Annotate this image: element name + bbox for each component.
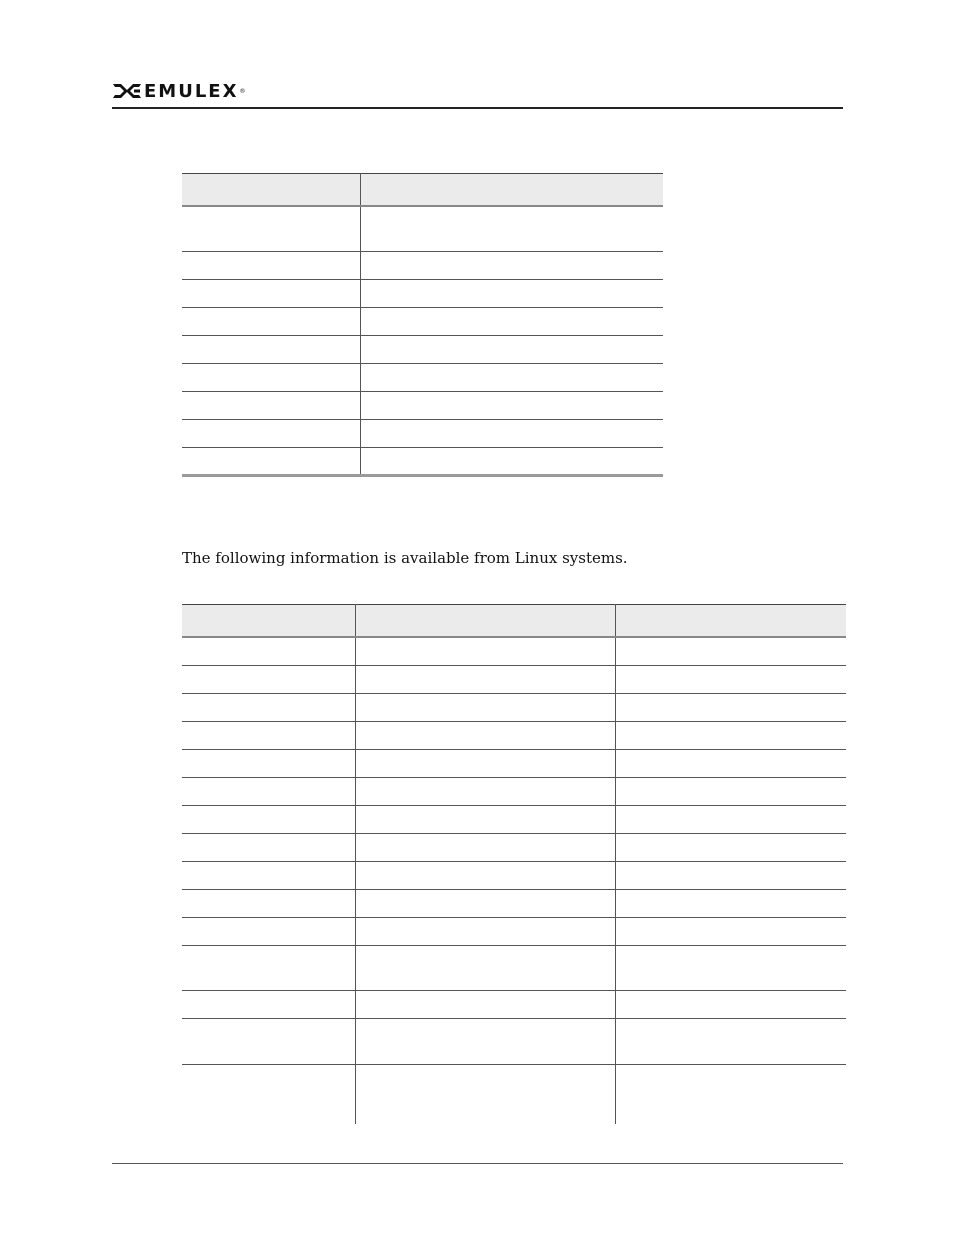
table-cell <box>182 805 355 833</box>
table-cell <box>182 889 355 917</box>
table-row <box>182 945 846 990</box>
table-cell <box>615 861 846 889</box>
table-cell <box>182 693 355 721</box>
table-cell <box>355 945 615 990</box>
table-cell <box>182 749 355 777</box>
table-cell <box>182 1064 355 1124</box>
table-cell <box>360 335 663 363</box>
table-row <box>182 206 663 251</box>
table-cell <box>182 833 355 861</box>
table-cell <box>182 419 360 447</box>
logo-trademark: ® <box>239 87 246 95</box>
table-cell <box>182 1018 355 1064</box>
table-row <box>182 1064 846 1124</box>
body-paragraph: The following information is available from Linux systems. <box>182 549 628 567</box>
table-cell <box>360 307 663 335</box>
table-cell <box>355 665 615 693</box>
table-cell <box>355 990 615 1018</box>
table-cell <box>615 777 846 805</box>
table-cell <box>182 279 360 307</box>
table-cell <box>355 861 615 889</box>
table-2-header-cell <box>615 605 846 638</box>
table-row <box>182 391 663 419</box>
table-1-header-cell <box>182 174 360 207</box>
table-cell <box>355 1018 615 1064</box>
table-cell <box>615 833 846 861</box>
table-cell <box>182 861 355 889</box>
table-row <box>182 419 663 447</box>
table-cell <box>355 749 615 777</box>
table-2-header-row <box>182 605 846 638</box>
table-cell <box>182 251 360 279</box>
table-cell <box>182 363 360 391</box>
table-row <box>182 307 663 335</box>
table-cell <box>182 665 355 693</box>
table-cell <box>182 637 355 665</box>
table-cell <box>360 251 663 279</box>
table-row <box>182 693 846 721</box>
table-cell <box>360 447 663 475</box>
table-row <box>182 665 846 693</box>
table-cell <box>360 279 663 307</box>
table-row <box>182 1018 846 1064</box>
table-cell <box>360 206 663 251</box>
table-row <box>182 637 846 665</box>
table-cell <box>615 990 846 1018</box>
table-cell <box>360 419 663 447</box>
table-cell <box>355 917 615 945</box>
table-row <box>182 990 846 1018</box>
table-cell <box>615 1064 846 1124</box>
table-cell <box>182 307 360 335</box>
header-rule <box>112 107 843 109</box>
table-cell <box>355 693 615 721</box>
footer-rule <box>112 1163 843 1164</box>
table-2-header-cell <box>182 605 355 638</box>
table-row <box>182 749 846 777</box>
table-row <box>182 363 663 391</box>
table-row <box>182 447 663 475</box>
emulex-logo-mark-icon <box>112 81 142 101</box>
table-2 <box>182 604 846 1124</box>
table-cell <box>355 889 615 917</box>
table-cell <box>355 721 615 749</box>
table-cell <box>182 917 355 945</box>
table-cell <box>182 777 355 805</box>
table-cell <box>615 1018 846 1064</box>
table-cell <box>615 693 846 721</box>
table-row <box>182 833 846 861</box>
table-cell <box>615 945 846 990</box>
table-row <box>182 917 846 945</box>
table-1-header-row <box>182 174 663 207</box>
table-cell <box>615 637 846 665</box>
table-cell <box>355 637 615 665</box>
table-row <box>182 805 846 833</box>
table-cell <box>355 777 615 805</box>
table-row <box>182 889 846 917</box>
table-cell <box>182 721 355 749</box>
table-row <box>182 861 846 889</box>
table-cell <box>360 363 663 391</box>
table-cell <box>355 833 615 861</box>
table-cell <box>355 805 615 833</box>
table-cell <box>355 1064 615 1124</box>
table-cell <box>182 447 360 475</box>
table-row <box>182 777 846 805</box>
table-cell <box>182 206 360 251</box>
emulex-logo <box>112 80 245 102</box>
table-cell <box>615 665 846 693</box>
table-row <box>182 721 846 749</box>
table-1 <box>182 173 663 477</box>
table-cell <box>615 749 846 777</box>
table-cell <box>615 889 846 917</box>
table-cell <box>182 335 360 363</box>
table-cell <box>615 917 846 945</box>
table-2-header-cell <box>355 605 615 638</box>
table-cell <box>360 391 663 419</box>
table-row <box>182 251 663 279</box>
table-cell <box>182 391 360 419</box>
table-row <box>182 279 663 307</box>
table-cell <box>182 945 355 990</box>
table-1-header-cell <box>360 174 663 207</box>
logo-wordmark: EMULEX <box>144 80 239 102</box>
table-cell <box>182 990 355 1018</box>
table-cell <box>615 805 846 833</box>
table-row <box>182 335 663 363</box>
table-cell <box>615 721 846 749</box>
